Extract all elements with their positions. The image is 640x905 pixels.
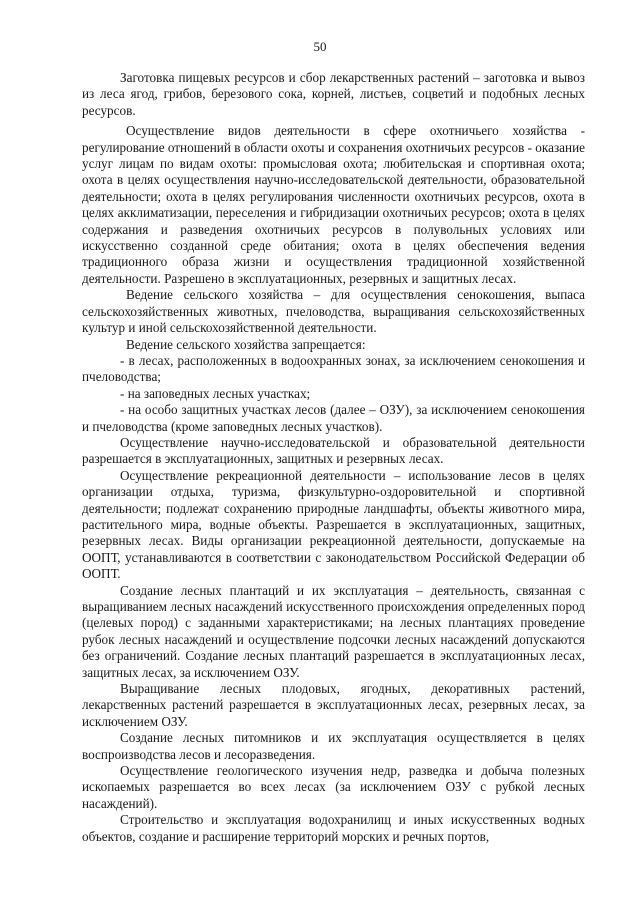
paragraph-plantations: Создание лесных плантаций и их эксплуатация – деятельность, связанная с выращиванием лесных насаждений искусственного происхождения определенных пород (целевых пород) с заданными характеристиками; на лесных плантациях проведение рубок лесных насаждений и осуществление подсочки лесных насаждений допускаются без ограничений. Создание лесных плантаций разрешается в эксплуатационных лесах, защитных лесах, за исключением ОЗУ. <box>82 582 585 680</box>
paragraph-agriculture-prohibited: Ведение сельского хозяйства запрещается: <box>126 336 366 352</box>
paragraph-reservoirs: Строительство и эксплуатация водохранилищ и иных искусственных водных объектов, создание и расширение территорий морских и речных портов, <box>82 812 585 844</box>
list-item-protected-areas: - на особо защитных участках лесов (далее – ОЗУ), за исключением сенокошения и пчеловодства (кроме заповедных лесных участков). <box>82 402 585 434</box>
paragraph-nurseries: Создание лесных питомников и их эксплуатация осуществляется в целях воспроизводства лесов и лесоразведения. <box>82 730 585 762</box>
list-item-water-protection: - в лесах, расположенных в водоохранных зонах, за исключением сенокошения и пчеловодства; <box>82 352 585 385</box>
body-text <box>82 70 585 845</box>
paragraph-cultivation: Выращивание лесных плодовых, ягодных, декоративных растений, лекарственных растений разрешается в эксплуатационных лесах, резервных лесах, за исключением ОЗУ. <box>82 681 585 729</box>
list-item-reserved-areas: - на заповедных лесных участках; <box>120 385 311 401</box>
paragraph-agriculture: Ведение сельского хозяйства – для осуществления сенокошения, выпаса сельскохозяйственных животных, пчеловодства, выращивания сельскохозяйственных культур и иной сельскохозяйственной деятельности. <box>82 287 585 336</box>
paragraph-research: Осуществление научно-исследовательской и образовательной деятельности разрешается в эксплуатационных, защитных и резервных лесах. <box>82 434 585 467</box>
paragraph-hunting: Осуществление видов деятельности в сфере охотничьего хозяйства - регулирование отношений в области охоты и сохранения охотничьих ресурсов - оказание услуг лицам по видам охоты: промысловая охота; любительская и спортивная охота; охота в целях осуществления научно-исследовательской деятельности, образовательной деятельности; охота в целях регулирования численности охотничьих ресурсов, охота в целях акклиматизации, переселения и гибридизации охотничьих ресурсов; охота в целях содержания и разведения охотничьих ресурсов в полувольных условиях или искусственно созданной среде обитания; охота в целях обеспечения ведения традиционного образа жизни и осуществления традиционной хозяйственной деятельности. Разрешено в эксплуатационных, резервных и защитных лесах. <box>82 123 585 286</box>
page-number: 50 <box>313 39 327 54</box>
paragraph-geology: Осуществление геологического изучения недр, разведка и добыча полезных ископаемых разрешается во всех лесах (за исключением ОЗУ с рубкой лесных насаждений). <box>82 763 585 811</box>
paragraph-recreation: Осуществление рекреационной деятельности – использование лесов в целях организации отдыха, туризма, физкультурно-оздоровительной и спортивной деятельности; подлежат сохранению природные ландшафты, объекты животного мира, растительного мира, водные объекты. Разрешается в эксплуатационных, защитных, резервных лесах. Виды организации рекреационной деятельности, допускаемые на ООПТ, устанавливаются в соответствии с законодательством Российской Федерации об ООПТ. <box>82 467 585 582</box>
paragraph-food-resources: Заготовка пищевых ресурсов и сбор лекарственных растений – заготовка и вывоз из леса ягод, грибов, березового сока, корней, листьев, соцветий и подобных лесных ресурсов. <box>82 70 585 118</box>
